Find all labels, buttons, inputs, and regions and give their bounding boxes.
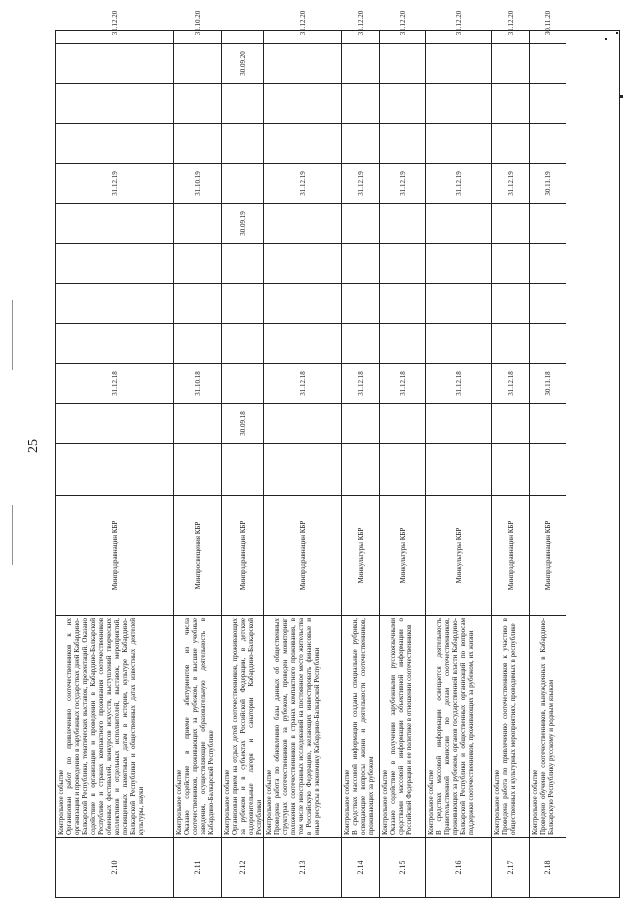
date-cell: 31.12.19: [492, 163, 529, 203]
date-cell: [426, 243, 491, 283]
event-text: В средствах массовой информации созданы специальные рубрики, освещающие вопросы жизни и деятельности соотечественников, проживающих за рубежом: [351, 618, 375, 835]
date-cell: [264, 203, 341, 243]
date-cell: 31.12.20: [298, 10, 307, 36]
date-cell: 31.12.19: [426, 163, 491, 203]
event-title: Контрольное событие: [531, 769, 539, 835]
responsible-executor: Минпрздравнацин КБР: [56, 495, 173, 615]
date-cell: [174, 283, 221, 323]
date-cell: 31.12.20: [110, 10, 119, 36]
date-cell: [342, 123, 379, 163]
date-cell: 31.12.18: [342, 363, 379, 403]
date-cell: [492, 243, 529, 283]
empty-cell: [426, 443, 491, 495]
empty-cell: [492, 443, 529, 495]
empty-cell: [342, 443, 379, 495]
date-cell: 31.10.18: [174, 363, 221, 403]
event-description: [264, 615, 341, 837]
event-text: Оказано содействие в получении зарубежными русскоязычными средствами массовой информации объективной информации о Российской Федерации и ее политике в отношении соотечественников: [389, 618, 413, 835]
date-cell: 31.12.18: [426, 363, 491, 403]
date-cell: [530, 123, 566, 163]
date-cell: 31.12.18: [264, 363, 341, 403]
date-cell: [222, 83, 264, 123]
date-cell: 31.12.19: [380, 163, 425, 203]
event-description: [530, 615, 566, 837]
date-cell: [342, 43, 379, 83]
date-cell: [56, 203, 173, 243]
date-cell: [342, 243, 379, 283]
event-description: [342, 615, 379, 837]
empty-cell: [56, 443, 173, 495]
empty-cell: [174, 443, 221, 495]
date-cell: [264, 123, 341, 163]
date-cell: [56, 283, 173, 323]
date-cell: [530, 323, 566, 363]
row-number: 2.13: [264, 837, 341, 897]
date-cell: [426, 203, 491, 243]
date-cell: [492, 283, 529, 323]
date-cell: [426, 43, 491, 83]
date-cell: [222, 123, 264, 163]
empty-cell: [380, 443, 425, 495]
event-description: [492, 615, 529, 837]
date-cell: [492, 83, 529, 123]
page-number: 25: [26, 439, 41, 453]
date-cell: [492, 203, 529, 243]
date-cell: 30.09.20: [222, 43, 264, 83]
date-cell: [222, 363, 264, 403]
date-cell: [426, 123, 491, 163]
event-text: Проведено обучение соотечественников, вынужденных в Кабардино-Балкарскую Республику русскому и родным языкам: [539, 618, 555, 835]
date-cell: [174, 83, 221, 123]
empty-cell: [530, 443, 566, 495]
table-row: [492, 10, 530, 897]
date-cell: [174, 43, 221, 83]
event-title: Контрольное событие: [343, 769, 351, 835]
date-cell: [380, 323, 425, 363]
event-description: [222, 615, 264, 837]
table-row: [530, 10, 566, 897]
table-row: [342, 10, 380, 897]
row-number: 2.18: [530, 837, 566, 897]
date-cell: [426, 323, 491, 363]
row-number: 2.17: [492, 837, 529, 897]
date-cell: [56, 323, 173, 363]
date-cell: [380, 283, 425, 323]
event-title: Контрольное событие: [223, 769, 231, 835]
date-cell: [264, 83, 341, 123]
date-cell: [426, 283, 491, 323]
date-cell: 31.12.19: [264, 163, 341, 203]
date-cell: 31.12.18: [492, 363, 529, 403]
event-description: [426, 615, 491, 837]
date-cell: 31.12.20: [398, 10, 407, 36]
event-text: Оказано содействие в приеме абитуриентов из числа соотечественников, проживающих за рубежом, в высшие учебные заведения, осуществляющие образовательную деятельность в Кабардино-Балкарской Республике: [183, 618, 215, 835]
date-cell: [174, 243, 221, 283]
date-cell: 31.12.18: [380, 363, 425, 403]
date-cell: [56, 83, 173, 123]
event-description: [174, 615, 221, 837]
empty-cell: [222, 443, 264, 495]
row-number: 2.10: [56, 837, 173, 897]
plan-table: [55, 10, 620, 898]
date-cell: [264, 403, 341, 443]
date-cell: [56, 403, 173, 443]
date-cell: [492, 43, 529, 83]
event-text: Организован работ по привлечению соотечественников к их организации и проведению в зарубежных государствах дней Кабардино-Балкарской Республики, тематических выставок, презентаций. Оказано содействие в организации и проведении в Кабардино-Балкарской Республике и странах компактного проживания соотечественников обменных фестивалей, конкурсов искусств, выступлений творческих коллективов и отдельных исполнителей, выставок, мероприятий, посвященных памятным датам в истории, культуре Кабардино-Балкарской Республики и общественных датах известных деятелей культуры, науки: [65, 618, 145, 835]
date-cell: [426, 403, 491, 443]
date-cell: [342, 83, 379, 123]
date-cell: 31.12.19: [56, 163, 173, 203]
date-cell: [56, 123, 173, 163]
table-row: [222, 31, 264, 897]
responsible-executor: Минпрздравнацин КБР: [222, 495, 264, 615]
responsible-executor: Минкультуры КБР: [342, 495, 379, 615]
date-cell: [492, 123, 529, 163]
date-cell: [530, 43, 566, 83]
row-number: 2.11: [174, 837, 221, 897]
date-cell: [264, 243, 341, 283]
event-title: Контрольное событие: [381, 769, 389, 835]
date-cell: [174, 403, 221, 443]
date-cell: [222, 283, 264, 323]
date-cell: [380, 403, 425, 443]
table-row: [264, 10, 342, 897]
scan-speck: [620, 95, 623, 98]
table-row: [174, 10, 222, 897]
row-number: 2.12: [222, 837, 264, 897]
date-cell: 30.11.20: [544, 10, 552, 36]
date-cell: [342, 203, 379, 243]
date-cell: 31.12.19: [342, 163, 379, 203]
responsible-executor: Минпросвещения КБР: [174, 495, 221, 615]
date-cell: [492, 323, 529, 363]
responsible-executor: Минпрздравнацин КБР: [264, 495, 341, 615]
date-cell: [174, 203, 221, 243]
date-cell: [530, 83, 566, 123]
responsible-executor: Минкультуры КБР: [426, 495, 491, 615]
event-title: Контрольное событие: [57, 769, 65, 835]
date-cell: 30.09.18: [222, 403, 264, 443]
date-cell: 30.11.19: [530, 163, 566, 203]
table-row: [426, 10, 492, 897]
date-cell: [56, 43, 173, 83]
date-cell: 31.12.18: [56, 363, 173, 403]
date-cell: 31.10.19: [174, 163, 221, 203]
event-title: Контрольное событие: [493, 769, 501, 835]
event-text: Проведена работа по обновлению базы данных об общественных структурах соотечественников за рубежом, проведен мониторинг положения соотечественников в странах компактного проживания, в том числе иностранных исследований на постоянное место жительства в Российскую Федерацию, желающих инвестировать финансовые и иные ресурсы в экономику Кабардино-Балкарской Республики: [273, 618, 321, 835]
row-number: 2.16: [426, 837, 491, 897]
date-cell: [380, 243, 425, 283]
table-row: [380, 10, 426, 897]
empty-cell: [264, 443, 341, 495]
date-cell: 31.12.20: [356, 10, 365, 36]
event-text: Организован прием на отдых детей соотечественников, проживающих за рубежом и в субъектах Российской Федерации, в детские оздоровительные лагеря и санатории Кабардино-Балкарской Республики: [231, 618, 263, 835]
event-title: Контрольное событие: [427, 769, 435, 835]
event-text: В средствах массовой информации освещается деятельность Правительственной комиссии по делам соотечественников, проживающих за рубежом, органов государственной власти Кабардино-Балкарской Республики и общественных организаций по вопросам поддержки соотечественников, проживающих за рубежом, их жизни: [435, 618, 475, 835]
date-cell: [264, 283, 341, 323]
date-cell: [222, 323, 264, 363]
event-description: [56, 615, 173, 837]
date-cell: [342, 283, 379, 323]
date-cell: [380, 43, 425, 83]
responsible-executor: Минпрздравнацин КБР: [530, 495, 566, 615]
date-cell: [380, 203, 425, 243]
date-cell: 31.12.20: [454, 10, 463, 36]
date-cell: 31.12.20: [506, 10, 515, 36]
date-cell: [380, 123, 425, 163]
date-cell: [426, 83, 491, 123]
date-cell: [492, 403, 529, 443]
row-number: 2.15: [380, 837, 425, 897]
event-description: [380, 615, 425, 837]
row-number: 2.14: [342, 837, 379, 897]
date-cell: [530, 203, 566, 243]
table-viewport: [55, 10, 620, 898]
event-title: Контрольное событие: [265, 769, 273, 835]
responsible-executor: Минкультуры КБР: [380, 495, 425, 615]
date-cell: [264, 323, 341, 363]
date-cell: 31.10.20: [193, 10, 202, 36]
date-cell: [530, 283, 566, 323]
date-cell: 30.09.19: [222, 203, 264, 243]
responsible-executor: Минпрздравнацин КБР: [492, 495, 529, 615]
date-cell: [380, 83, 425, 123]
scan-edge-mark: [12, 505, 13, 565]
date-cell: [530, 243, 566, 283]
event-title: Контрольное событие: [175, 769, 183, 835]
date-cell: [264, 43, 341, 83]
date-cell: [342, 323, 379, 363]
date-cell: [174, 123, 221, 163]
date-cell: [174, 323, 221, 363]
date-cell: [222, 163, 264, 203]
date-cell: [222, 243, 264, 283]
scan-edge-mark: [12, 300, 13, 370]
date-cell: [222, 3, 264, 43]
event-text: Проведена работа по привлечению соотечественников к участию в общественных и культурных мероприятиях, проводимых в республике: [501, 618, 517, 835]
date-cell: [530, 403, 566, 443]
date-cell: [56, 243, 173, 283]
date-cell: 30.11.18: [530, 363, 566, 403]
date-cell: [342, 403, 379, 443]
table-row: [56, 10, 174, 897]
